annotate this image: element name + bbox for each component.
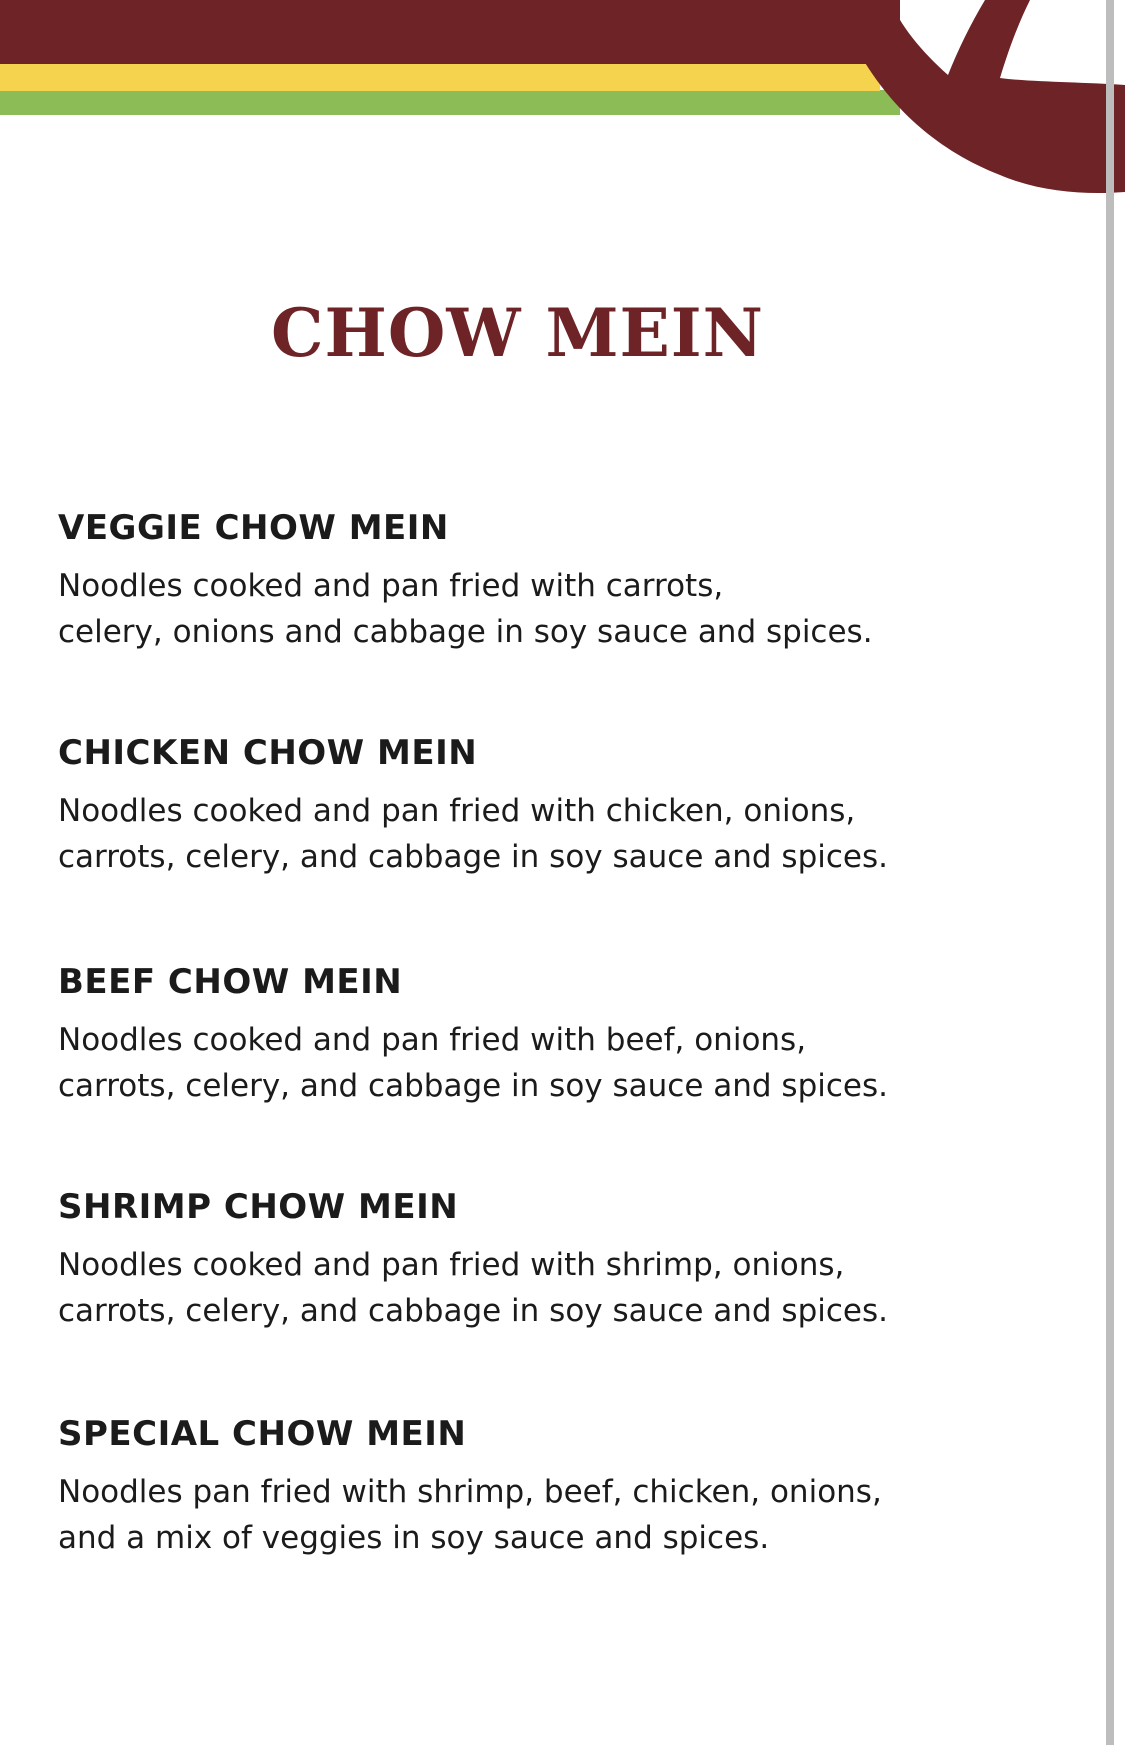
item-description: Noodles pan fried with shrimp, beef, chicken, onions, and a mix of veggies in soy sauce and spices.	[58, 1473, 882, 1556]
item-name: VEGGIE CHOW MEIN	[58, 508, 449, 548]
green-stripe	[0, 90, 900, 115]
item-description: Noodles cooked and pan fried with chicken, onions, carrots, celery, and cabbage in soy sauce and spices.	[58, 792, 888, 875]
maroon-band	[0, 0, 900, 64]
scrollbar[interactable]	[1106, 0, 1114, 1745]
menu-item	[58, 1187, 1018, 1334]
item-description: Noodles cooked and pan fried with shrimp, onions, carrots, celery, and cabbage in soy sauce and spices.	[58, 1246, 888, 1329]
menu-item	[58, 508, 1018, 655]
item-description: Noodles cooked and pan fried with beef, onions, carrots, celery, and cabbage in soy sauce and spices.	[58, 1021, 888, 1104]
yellow-stripe	[0, 64, 880, 91]
menu-item	[58, 1414, 1018, 1561]
menu-title: CHOW MEIN	[270, 294, 765, 372]
menu-item	[58, 733, 1018, 880]
menu-item	[58, 962, 1018, 1109]
item-description: Noodles cooked and pan fried with carrots, celery, onions and cabbage in soy sauce and spices.	[58, 567, 873, 650]
header-decoration	[0, 0, 1125, 200]
item-name: CHICKEN CHOW MEIN	[58, 733, 478, 773]
item-name: SPECIAL CHOW MEIN	[58, 1414, 467, 1454]
item-name: BEEF CHOW MEIN	[58, 962, 403, 1002]
item-name: SHRIMP CHOW MEIN	[58, 1187, 459, 1227]
